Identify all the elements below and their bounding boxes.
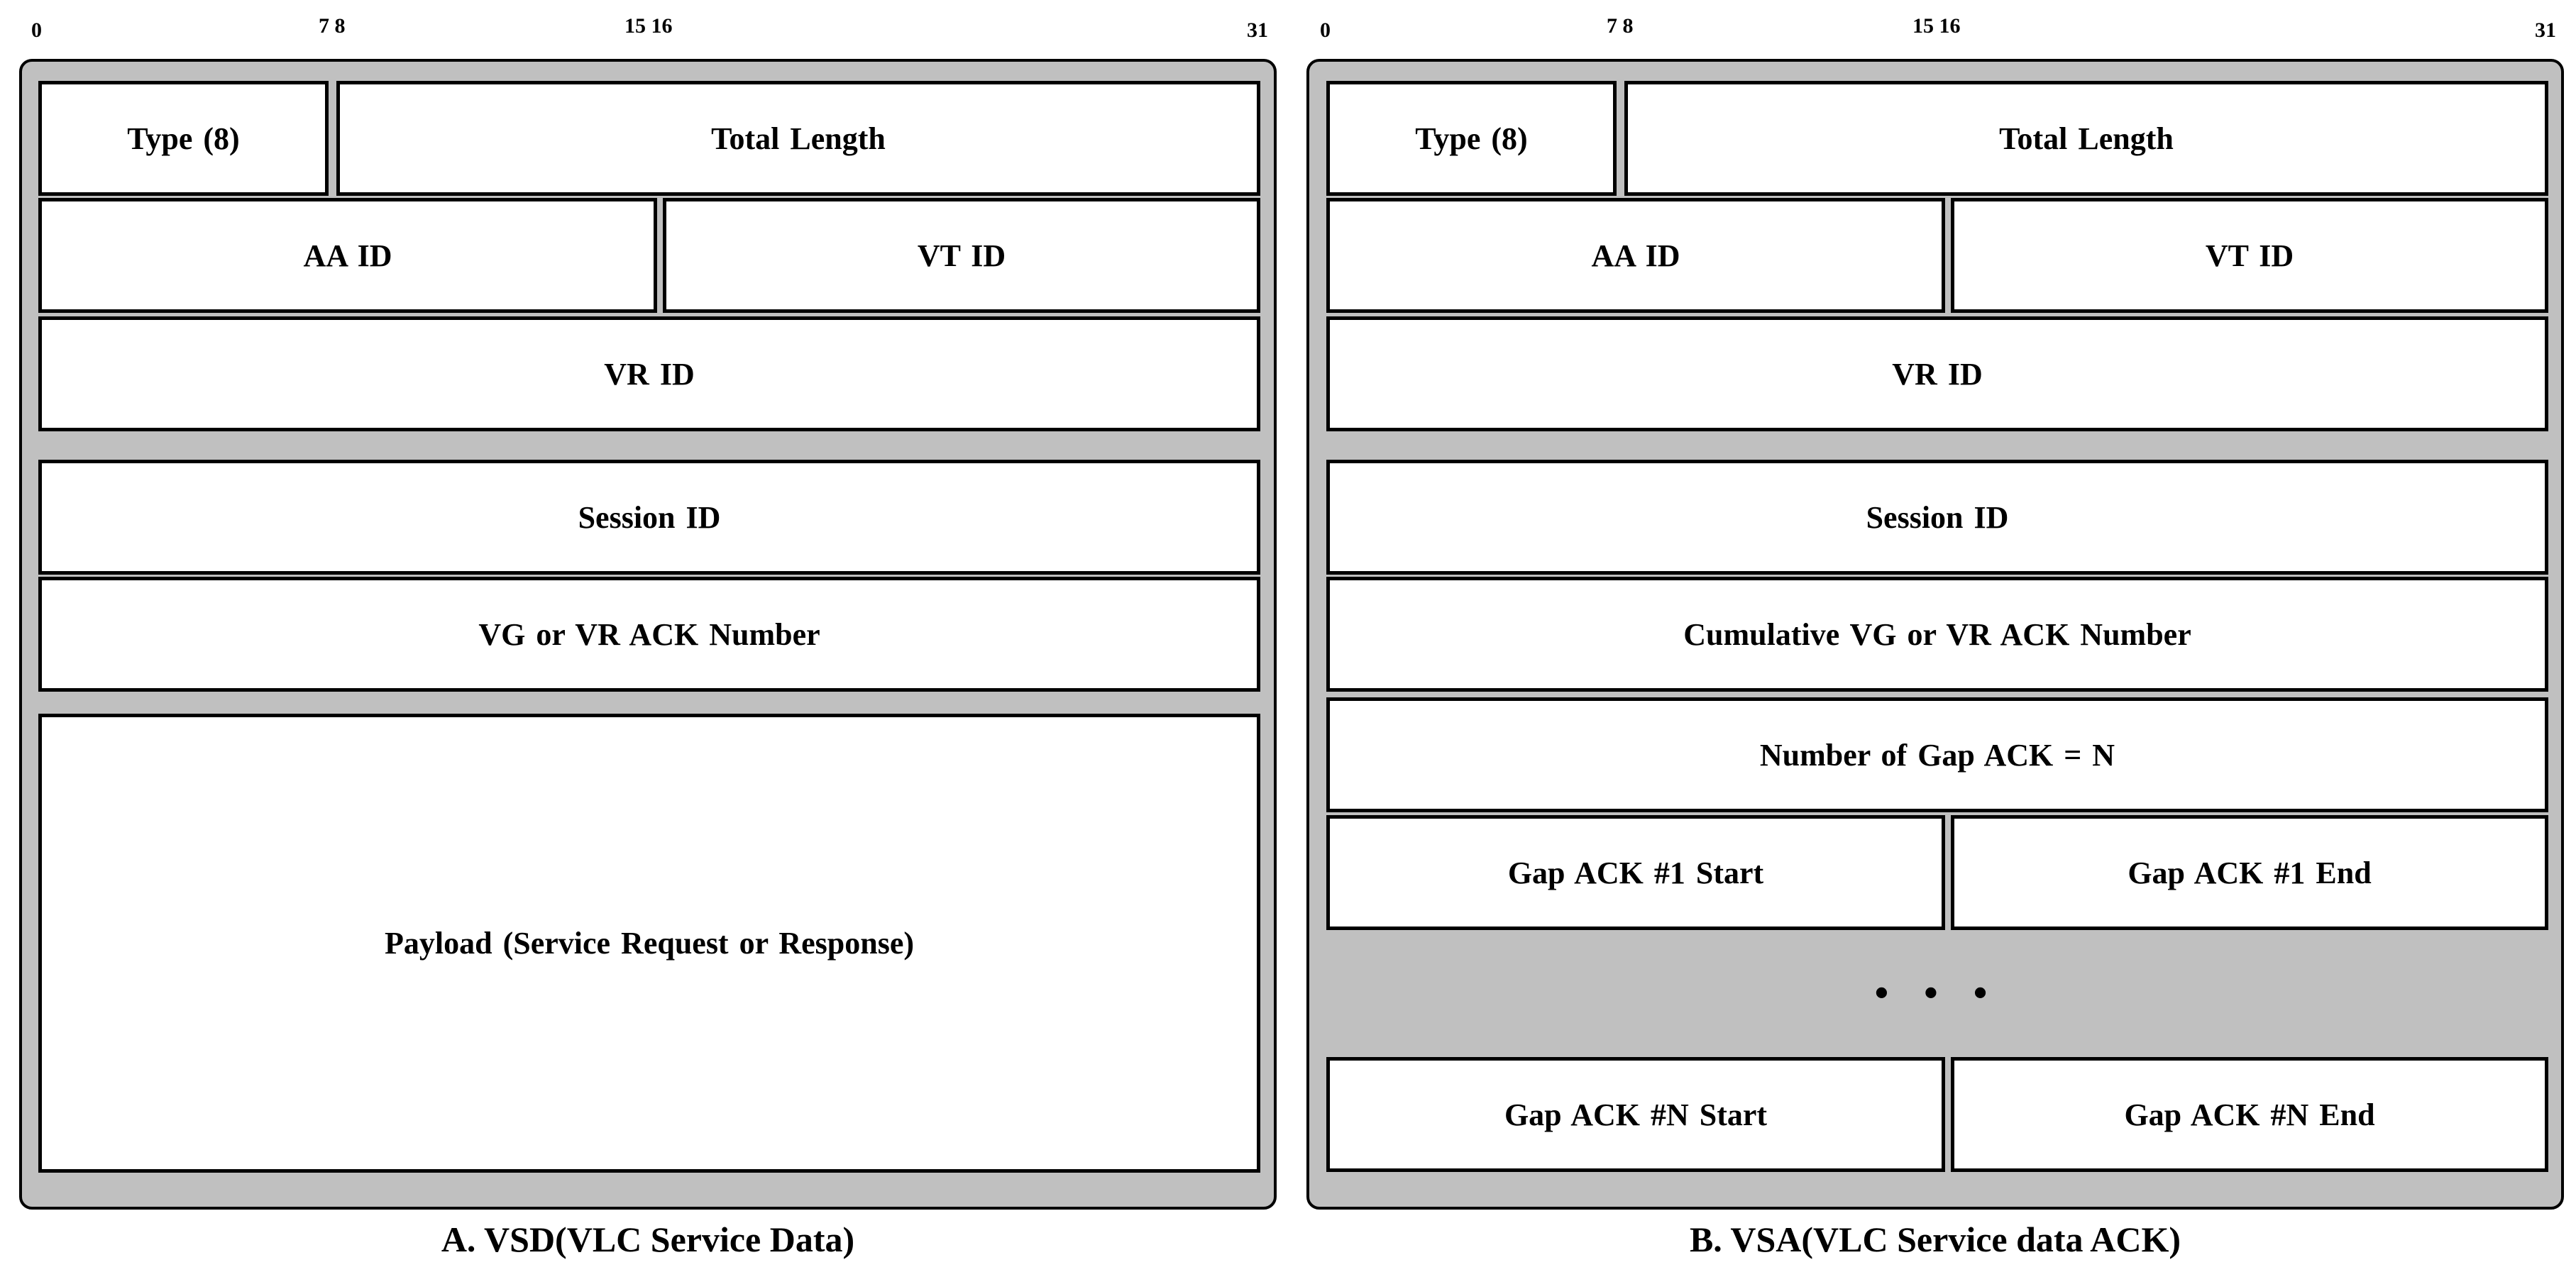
vsa-gap1-start-field: Gap ACK #1 Start	[1326, 815, 1945, 930]
vsd-session-id-field: Session ID	[38, 460, 1260, 575]
vsa-ellipsis: • • •	[1874, 971, 2000, 1015]
bit-label-31-a: 31	[1247, 18, 1268, 42]
vsa-vt-id-field: VT ID	[1951, 198, 2548, 313]
vsd-type-field: Type (8)	[38, 81, 329, 196]
bit-label-0-b: 0	[1320, 18, 1331, 42]
vsa-type-field: Type (8)	[1326, 81, 1617, 196]
bit-label-0-a: 0	[31, 18, 42, 42]
bit-label-15-16-a: 15 16	[624, 14, 673, 38]
vsd-aa-id-field: AA ID	[38, 198, 657, 313]
bit-label-15-16-b: 15 16	[1912, 14, 1961, 38]
vsd-caption: A. VSD(VLC Service Data)	[441, 1220, 855, 1259]
vsa-gap-count-field: Number of Gap ACK = N	[1326, 697, 2548, 812]
bit-label-7-8-b: 7 8	[1607, 14, 1634, 38]
vsa-vr-id-field: VR ID	[1326, 316, 2548, 431]
vsa-cumulative-ack-field: Cumulative VG or VR ACK Number	[1326, 577, 2548, 692]
vsa-aa-id-field: AA ID	[1326, 198, 1945, 313]
vsd-payload-field: Payload (Service Request or Response)	[38, 714, 1260, 1173]
vsa-caption: B. VSA(VLC Service data ACK)	[1689, 1220, 2181, 1259]
vsa-gapN-end-field: Gap ACK #N End	[1951, 1057, 2548, 1172]
bit-label-7-8-a: 7 8	[319, 14, 346, 38]
vsd-vt-id-field: VT ID	[663, 198, 1260, 313]
vsa-session-id-field: Session ID	[1326, 460, 2548, 575]
bit-label-31-b: 31	[2535, 18, 2556, 42]
vsa-total-length-field: Total Length	[1624, 81, 2548, 196]
vsa-gap1-end-field: Gap ACK #1 End	[1951, 815, 2548, 930]
vsd-ack-number-field: VG or VR ACK Number	[38, 577, 1260, 692]
vsd-vr-id-field: VR ID	[38, 316, 1260, 431]
vsd-total-length-field: Total Length	[336, 81, 1260, 196]
vsa-gapN-start-field: Gap ACK #N Start	[1326, 1057, 1945, 1172]
